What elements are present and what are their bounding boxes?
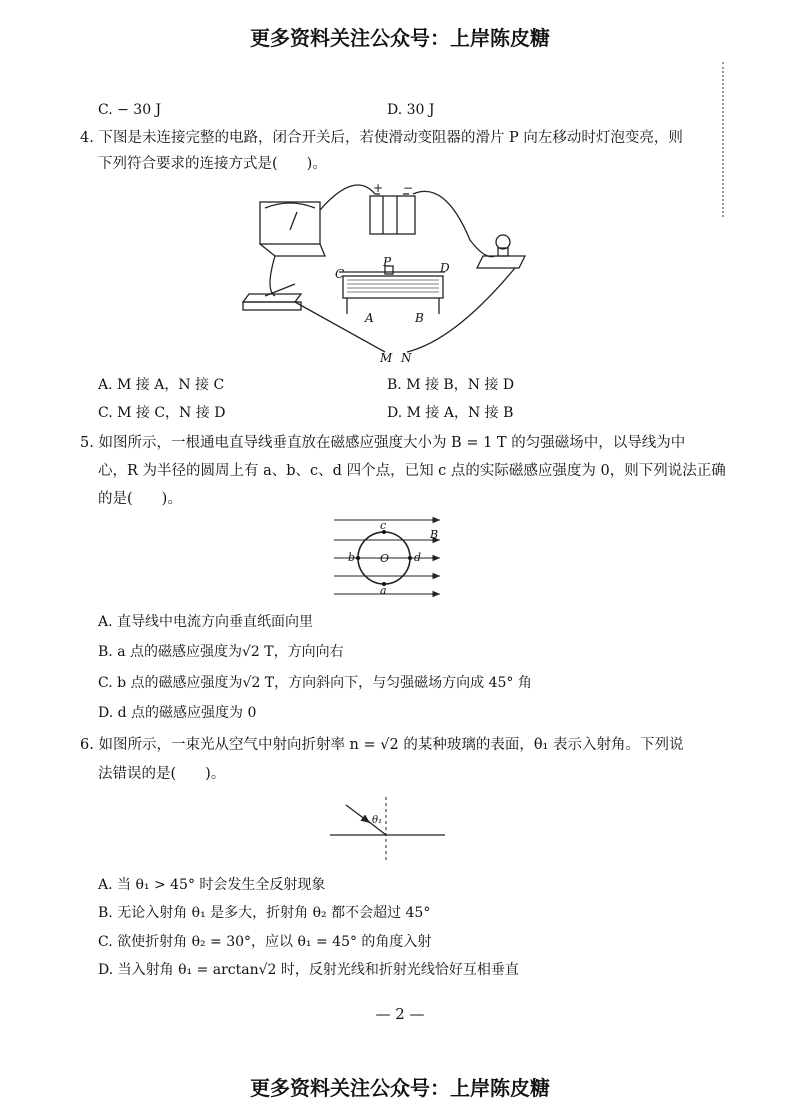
q4-circuit-figure [235,180,535,365]
q4-text-line1: 4. 下图是未连接完整的电路，闭合开关后，若使滑动变阻器的滑片 P 向左移动时灯泡变亮，则 [80,130,683,146]
q5-text-line1: 5. 如图所示，一根通电直导线垂直放在磁感应强度大小为 B = 1 T 的匀强磁场中，以导线为中 [80,435,686,451]
q5-text-line2: 心，R 为半径的圆周上有 a、b、c、d 四个点，已知 c 点的实际磁感应强度为 0，则下列说法正确 [98,463,726,479]
q4-option-c: C. M 接 C，N 接 D [98,405,226,421]
header-banner: 更多资料关注公众号：上岸陈皮糖 [250,26,550,50]
bulb [477,235,525,268]
theta1-label: θ₁ [372,815,383,826]
q6-refraction-figure [330,793,450,863]
q5-option-a: A. 直导线中电流方向垂直纸面向里 [98,614,314,630]
wire-n-label: N [401,351,412,365]
q4-option-b: B. M 接 B，N 接 D [387,377,515,393]
battery-plus-label: + [373,181,384,195]
point-a-label: a [380,584,387,597]
point-c-label: c [380,519,387,532]
terminal-d-label: D [440,261,450,275]
q5-field-figure [330,514,450,604]
rheostat [339,266,445,314]
margin-dotted-line [722,62,726,217]
q6-option-b: B. 无论入射角 θ₁ 是多大，折射角 θ₂ 都不会超过 45° [98,905,431,921]
ammeter-body [260,202,320,244]
q4-option-a: A. M 接 A，N 接 C [98,377,225,393]
q4-option-d: D. M 接 A，N 接 B [387,405,514,421]
page-number: — 2 — [375,1005,425,1023]
q6-option-a: A. 当 θ₁ > 45° 时会发生全反射现象 [98,877,326,893]
point-d-label: d [414,551,422,564]
terminal-b-label: B [415,311,424,325]
point-b-label: b [348,551,356,564]
center-o-label: O [380,552,390,565]
battery-box [370,194,415,234]
q6-option-d: D. 当入射角 θ₁ = arctan√2 时，反射光线和折射光线恰好互相垂直 [98,962,519,978]
q5-option-b: B. a 点的磁感应强度为√2 T，方向向右 [98,644,344,660]
wire-m-label: M [380,351,393,365]
slider-p-label: P [383,255,392,269]
field-b-label: B [430,528,439,541]
q3-option-c: C. − 30 J [98,102,162,118]
q6-option-c: C. 欲使折射角 θ₂ = 30°，应以 θ₁ = 45° 的角度入射 [98,934,432,950]
q4-text-line2: 下列符合要求的连接方式是( )。 [98,156,327,172]
terminal-c-label: C [335,267,345,281]
battery-minus-label: − [403,181,414,195]
q5-option-c: C. b 点的磁感应强度为√2 T，方向斜向下，与匀强磁场方向成 45° 角 [98,675,532,691]
footer-banner: 更多资料关注公众号：上岸陈皮糖 [250,1076,550,1100]
q5-option-d: D. d 点的磁感应强度为 0 [98,705,257,721]
switch [243,284,301,310]
q6-text-line2: 法错误的是( )。 [98,766,226,782]
q5-text-line3: 的是( )。 [98,491,182,507]
terminal-a-label: A [365,311,374,325]
q3-option-d: D. 30 J [387,102,435,118]
q6-text-line1: 6. 如图所示，一束光从空气中射向折射率 n = √2 的某种玻璃的表面，θ₁ 表示入射角。下列说 [80,737,684,753]
